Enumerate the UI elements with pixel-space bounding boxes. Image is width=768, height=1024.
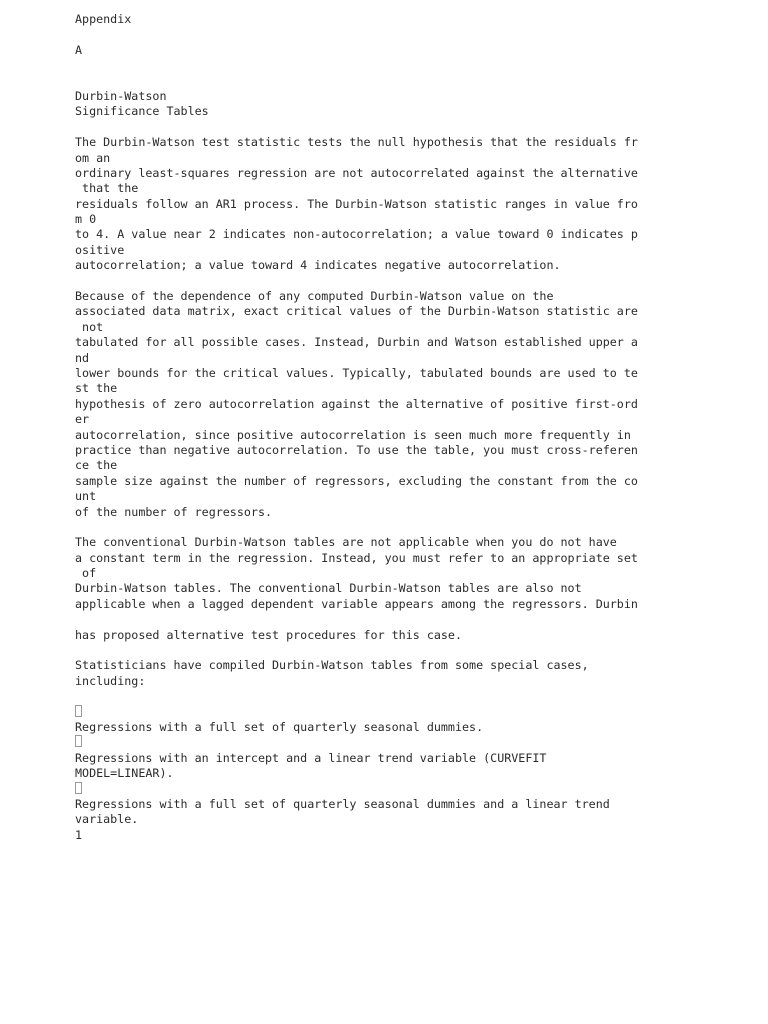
spacer (75, 689, 675, 704)
list-item-continued: MODEL=LINEAR). (75, 766, 174, 781)
text-line: residuals follow an AR1 process. The Durbin-Watson statistic ranges in value fro (75, 196, 638, 211)
text-line: The conventional Durbin-Watson tables are not applicable when you do not have (75, 535, 617, 550)
text-line: st the (75, 381, 118, 396)
text-line: autocorrelation, since positive autocorrelation is seen much more frequently in (75, 427, 631, 442)
text-line: The Durbin-Watson test statistic tests the null hypothesis that the residuals fr (75, 135, 638, 150)
bullet-glyph-icon (75, 735, 675, 750)
list-item: Regressions with a full set of quarterly seasonal dummies and a linear trend (75, 796, 610, 811)
spacer (75, 27, 675, 42)
bullet-glyph-icon (75, 782, 675, 797)
paragraph-bounds (75, 289, 675, 520)
text-line: tabulated for all possible cases. Instead, Durbin and Watson established upper a (75, 335, 638, 350)
text-line: of the number of regressors. (75, 504, 273, 519)
text-line: ordinary least-squares regression are not autocorrelated against the alternative (75, 165, 638, 180)
paragraph-conventional (75, 535, 675, 643)
text-line: applicable when a lagged dependent variable appears among the regressors. Durbin (75, 596, 638, 611)
text-line: lower bounds for the critical values. Typically, tabulated bounds are used to te (75, 366, 638, 380)
text-line: Statisticians have compiled Durbin-Watson tables from some special cases, (75, 658, 589, 673)
text-line: ce the (75, 458, 118, 473)
text-line: sample size against the number of regressors, excluding the constant from the co (75, 473, 638, 488)
text-line: has proposed alternative test procedures for this case. (75, 627, 463, 642)
page-number: 1 (75, 827, 83, 842)
appendix-label: Appendix (75, 12, 132, 26)
spacer (75, 274, 675, 289)
list-item-continued: variable. (75, 812, 139, 827)
text-line: to 4. A value near 2 indicates non-autocorrelation; a value toward 0 indicates p (75, 227, 638, 242)
document-page (75, 12, 675, 843)
text-line: including: (75, 673, 146, 688)
spacer (75, 120, 675, 135)
list-item: Regressions with a full set of quarterly seasonal dummies. (75, 719, 484, 734)
appendix-letter: A (75, 42, 83, 57)
text-line: a constant term in the regression. Instead, you must refer to an appropriate set (75, 550, 638, 565)
spacer (75, 58, 675, 89)
text-line: Because of the dependence of any computed Durbin-Watson value on the (75, 289, 554, 304)
spacer (75, 643, 675, 658)
text-line: autocorrelation; a value toward 4 indicates negative autocorrelation. (75, 258, 561, 273)
text-line: associated data matrix, exact critical values of the Durbin-Watson statistic are (75, 304, 638, 319)
text-line: that the (75, 181, 139, 196)
bullet-glyph-icon (75, 705, 675, 720)
text-line: not (75, 319, 104, 334)
text-line: unt (75, 489, 97, 504)
text-line: nd (75, 350, 90, 365)
text-line: ositive (75, 242, 125, 257)
text-line: m 0 (75, 212, 97, 227)
text-line (75, 612, 675, 627)
bullet-list (75, 705, 675, 828)
paragraph-intro (75, 135, 675, 274)
text-line: Durbin-Watson tables. The conventional Durbin-Watson tables are also not (75, 581, 582, 596)
text-line: practice than negative autocorrelation. To use the table, you must cross-referen (75, 442, 638, 457)
text-line: of (75, 566, 97, 581)
text-line: er (75, 412, 90, 427)
paragraph-special-cases (75, 658, 675, 689)
text-line: om an (75, 150, 111, 165)
list-item: Regressions with an intercept and a linear trend variable (CURVEFIT (75, 750, 547, 765)
title-line-1: Durbin-Watson (75, 88, 167, 103)
spacer (75, 520, 675, 535)
title-line-2: Significance Tables (75, 104, 209, 119)
text-line: hypothesis of zero autocorrelation against the alternative of positive first-ord (75, 396, 638, 411)
